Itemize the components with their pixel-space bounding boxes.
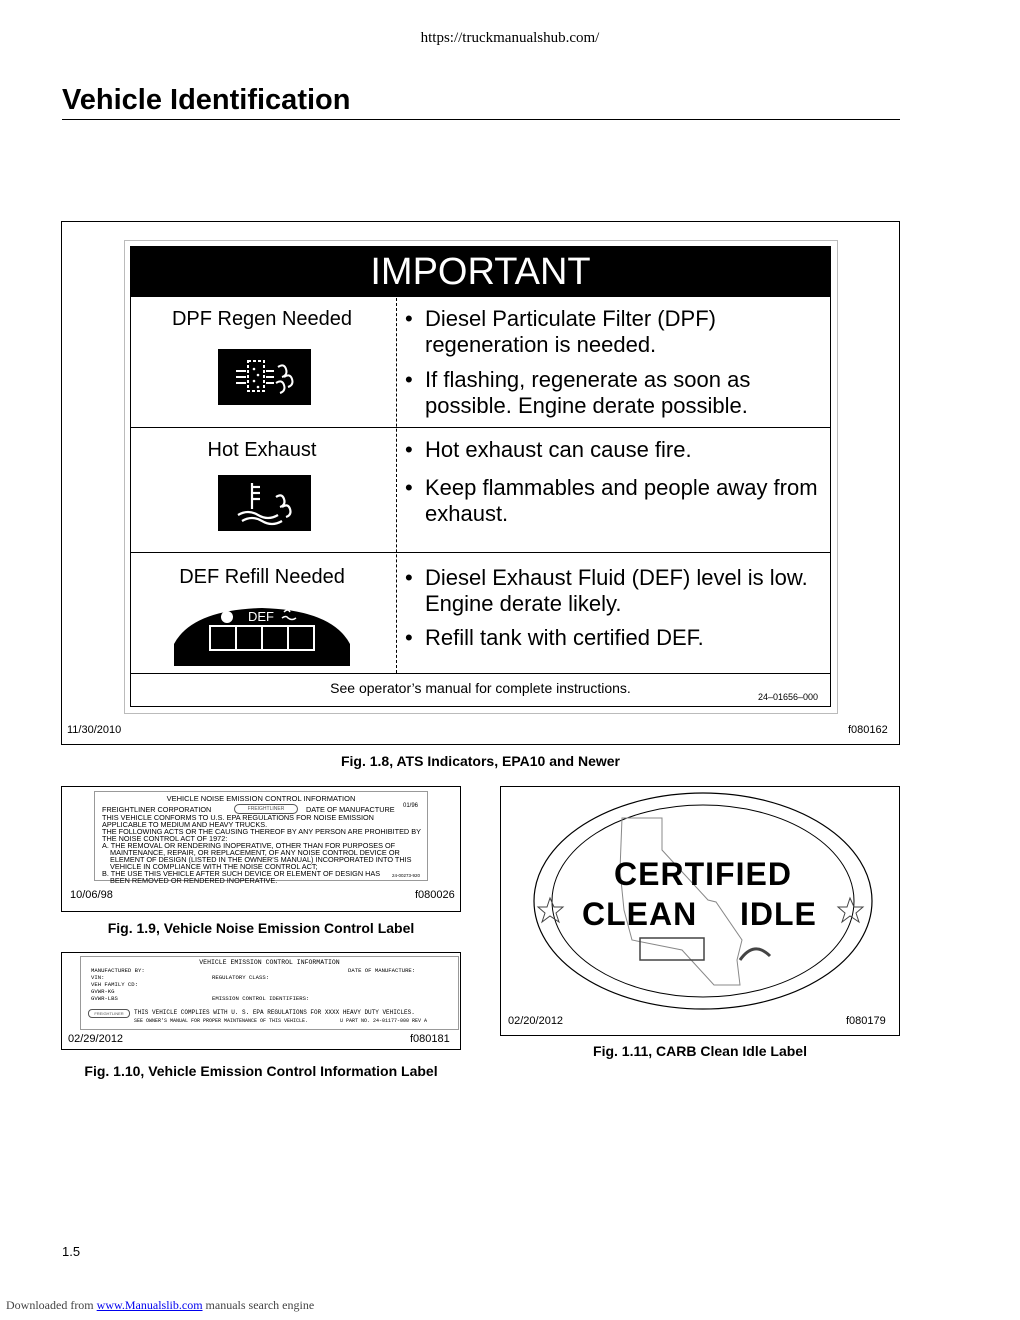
downloaded-from-text: Downloaded from bbox=[6, 1298, 94, 1312]
page-title: Vehicle Identification bbox=[62, 84, 351, 116]
noise-line: MAINTENANCE, REPAIR, OR REPLACEMENT, OF ANY NOISE CONTROL DEVICE OR bbox=[110, 848, 400, 857]
manualslib-link[interactable]: www.Manualslib.com bbox=[96, 1298, 203, 1312]
noise-line: APPLICABLE TO MEDIUM AND HEAVY TRUCKS. bbox=[102, 820, 268, 829]
bullet-hot-1: • Hot exhaust can cause fire. bbox=[405, 437, 692, 462]
noise-line: A. THE REMOVAL OR RENDERING INOPERATIVE, OTHER THAN FOR PURPOSES OF bbox=[102, 841, 396, 850]
figure-date: 11/30/2010 bbox=[67, 724, 122, 736]
figure-caption: Fig. 1.10, Vehicle Emission Control Information Label bbox=[84, 1063, 438, 1079]
emission-see-manual: SEE OWNER'S MANUAL FOR PROPER MAINTENANCE OF THIS VEHICLE. bbox=[134, 1018, 309, 1024]
clean-idle-word-idle: IDLE bbox=[740, 896, 817, 932]
noise-line: THE NOISE CONTROL ACT OF 1972: bbox=[102, 834, 228, 843]
noise-line: THIS VEHICLE CONFORMS TO U.S. EPA REGULATIONS FOR NOISE EMISSION bbox=[102, 813, 374, 822]
bullet-dpf-2: • If flashing, regenerate as soon as possible. Engine derate possible. bbox=[405, 367, 751, 418]
noise-date-label: DATE OF MANUFACTURE bbox=[306, 805, 395, 814]
noise-label-maker: FREIGHTLINER CORPORATION bbox=[102, 805, 212, 814]
emission-gvwr-kg: GVWR-KG bbox=[91, 988, 115, 995]
row-label-def: DEF Refill Needed bbox=[179, 566, 345, 588]
row-label-hot-exhaust: Hot Exhaust bbox=[207, 439, 317, 461]
figure-id: f080179 bbox=[846, 1015, 886, 1027]
bullet-dpf-1: • Diesel Particulate Filter (DPF) regeneration is needed. bbox=[405, 306, 716, 357]
noise-label-title: VEHICLE NOISE EMISSION CONTROL INFORMATION bbox=[166, 794, 356, 803]
row-divider bbox=[131, 552, 830, 553]
noise-line: THE FOLLOWING ACTS OR THE CAUSING THEREOF BY ANY PERSON ARE PROHIBITED BY bbox=[102, 827, 421, 836]
row-divider bbox=[131, 427, 830, 428]
freightliner-logo: FREIGHTLINER bbox=[88, 1009, 130, 1018]
emission-veh-family: VEH FAMILY CD: bbox=[91, 981, 138, 988]
figure-caption: Fig. 1.11, CARB Clean Idle Label bbox=[593, 1043, 807, 1059]
clean-idle-word-clean: CLEAN bbox=[582, 896, 698, 932]
figure-caption: Fig. 1.9, Vehicle Noise Emission Control Label bbox=[107, 920, 415, 936]
bullet-def-2: • Refill tank with certified DEF. bbox=[405, 625, 704, 650]
bullet-def-1: • Diesel Exhaust Fluid (DEF) level is low. Engine derate likely. bbox=[405, 565, 808, 616]
footer-tagline: manuals search engine bbox=[205, 1298, 315, 1312]
page-number: 1.5 bbox=[62, 1244, 81, 1259]
figure-date: 10/06/98 bbox=[70, 889, 113, 901]
emission-regulatory-class: REGULATORY CLASS: bbox=[212, 974, 270, 981]
emission-label-title: VEHICLE EMISSION CONTROL INFORMATION bbox=[199, 959, 340, 966]
row-label-dpf: DPF Regen Needed bbox=[171, 308, 353, 330]
def-gauge-icon bbox=[172, 602, 352, 668]
column-divider bbox=[396, 298, 397, 673]
part-number: 24–01656–000 bbox=[758, 692, 819, 702]
clean-idle-line1: CERTIFIED bbox=[614, 856, 792, 892]
emission-control-identifiers: EMISSION CONTROL IDENTIFIERS: bbox=[212, 995, 310, 1002]
figure-id: f080162 bbox=[848, 724, 888, 736]
download-footer bbox=[6, 1298, 314, 1313]
dpf-regen-icon bbox=[218, 349, 311, 405]
figure-caption: Fig. 1.8, ATS Indicators, EPA10 and Newer bbox=[340, 753, 621, 769]
clean-idle-seal bbox=[532, 790, 874, 1012]
emission-manufactured-by: MANUFACTURED BY: bbox=[91, 967, 145, 974]
row-divider bbox=[131, 673, 830, 674]
figure-id: f080181 bbox=[410, 1033, 450, 1045]
noise-date-value: 01/96 bbox=[403, 803, 419, 809]
def-gauge-label: DEF bbox=[248, 609, 274, 624]
emission-compliance: THIS VEHICLE COMPLIES WITH U. S. EPA REGULATIONS FOR XXXX HEAVY DUTY VEHICLES. bbox=[134, 1009, 415, 1016]
emission-date-of-manufacture: DATE OF MANUFACTURE: bbox=[348, 967, 416, 974]
important-heading: IMPORTANT bbox=[131, 247, 830, 297]
figure-date: 02/20/2012 bbox=[508, 1015, 564, 1027]
source-url: https://truckmanualshub.com/ bbox=[420, 30, 600, 46]
figure-id: f080026 bbox=[415, 889, 455, 901]
noise-line: BEEN REMOVED OR RENDERED INOPERATIVE. bbox=[110, 876, 278, 885]
figure-date: 02/29/2012 bbox=[68, 1033, 124, 1045]
noise-line: B. THE USE THIS VEHICLE AFTER SUCH DEVICE OR ELEMENT OF DESIGN HAS bbox=[102, 869, 381, 878]
emission-part-number: U PART NO. 24-01177-000 REV A bbox=[340, 1018, 428, 1024]
bullet-hot-2: • Keep flammables and people away from exhaust. bbox=[405, 475, 818, 526]
hot-exhaust-icon bbox=[218, 475, 311, 531]
title-rule bbox=[62, 119, 900, 120]
emission-gvwr-lbs: GVWR-LBS bbox=[91, 995, 118, 1002]
freightliner-logo: FREIGHTLINER bbox=[234, 804, 298, 814]
see-manual-note: See operator’s manual for complete instructions. bbox=[330, 680, 631, 696]
noise-line: VEHICLE IN COMPLIANCE WITH THE NOISE CONTROL ACT; bbox=[110, 862, 318, 871]
noise-line: ELEMENT OF DESIGN (LISTED IN THE OWNER'S MANUAL) INCORPORATED INTO THIS bbox=[110, 855, 412, 864]
noise-part-number: 24-00273-920 bbox=[392, 873, 421, 878]
emission-vin: VIN: bbox=[91, 974, 105, 981]
